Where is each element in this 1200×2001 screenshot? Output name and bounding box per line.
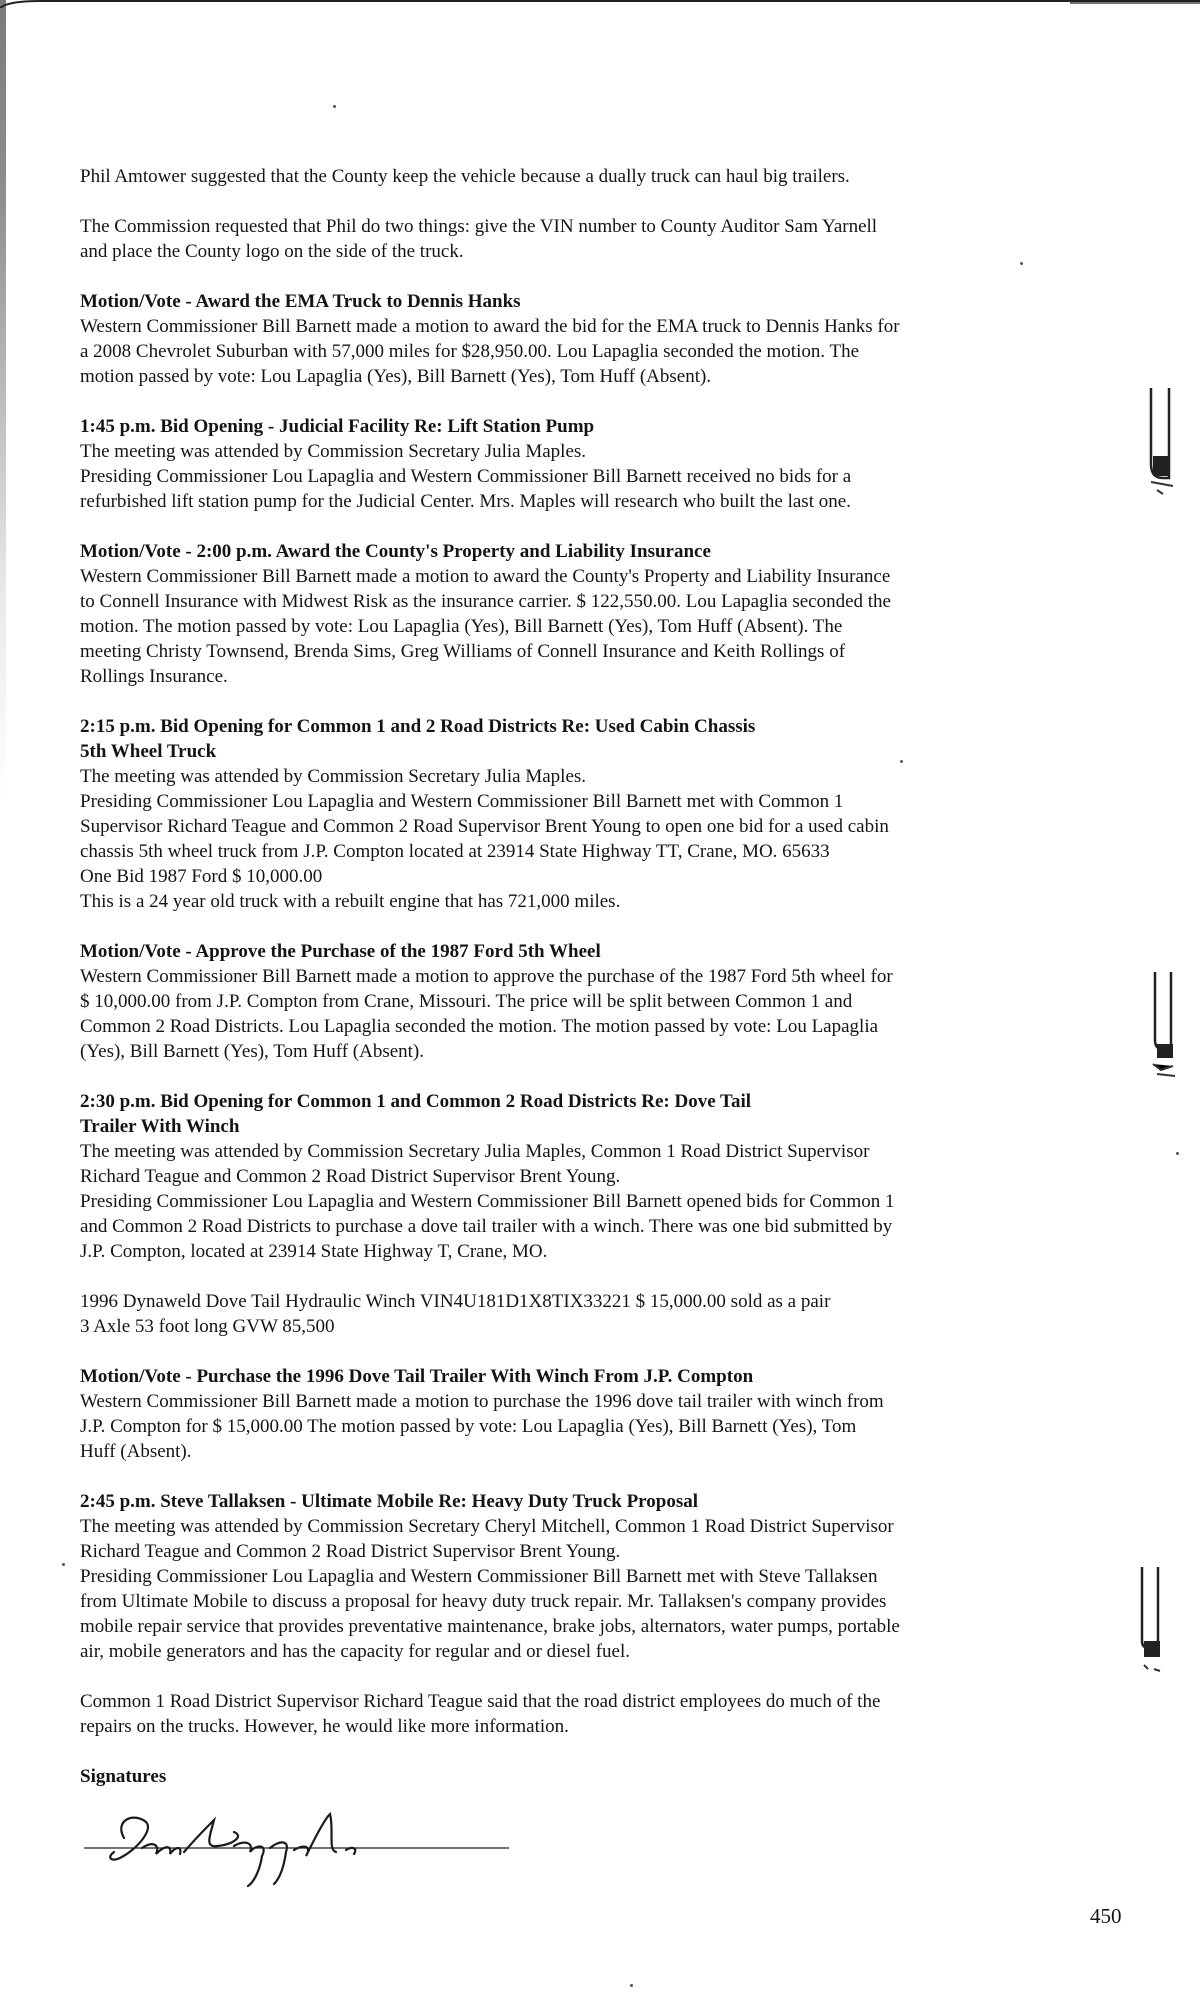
text-line: motion. The motion passed by vote: Lou Lapaglia (Yes), Bill Barnett (Yes), Tom Huff (Absent). The [80,616,843,637]
section-heading: 1:45 p.m. Bid Opening - Judicial Facility Re: Lift Station Pump [80,416,595,437]
section-heading: 2:30 p.m. Bid Opening for Common 1 and Common 2 Road Districts Re: Dove Tail [80,1091,752,1112]
text-line: meeting Christy Townsend, Brenda Sims, Greg Williams of Connell Insurance and Keith Rollings of [80,641,846,662]
scan-speck [630,1984,633,1987]
scan-speck [62,1563,65,1566]
section [80,1364,1030,1464]
page-number: 450 [1090,1904,1122,1928]
section-heading: Motion/Vote - Purchase the 1996 Dove Tail Trailer With Winch From J.P. Compton [80,1366,754,1387]
text-line: 3 Axle 53 foot long GVW 85,500 [80,1316,335,1337]
text-line: (Yes), Bill Barnett (Yes), Tom Huff (Absent). [80,1041,425,1062]
scan-edge-top [0,0,1200,8]
text-line: Supervisor Richard Teague and Common 2 Road Supervisor Brent Young to open one bid for a used cabin [80,816,889,837]
section [80,414,1030,514]
section [80,1089,1030,1264]
text-line: Richard Teague and Common 2 Road District Supervisor Brent Young. [80,1166,621,1187]
text-line: Western Commissioner Bill Barnett made a motion to purchase the 1996 dove tail trailer with winch from [80,1391,884,1412]
scan-speck [1020,262,1023,265]
paragraph [80,1689,1030,1739]
text-line: Western Commissioner Bill Barnett made a motion to approve the purchase of the 1987 Ford 5th wheel for [80,966,893,987]
document-body [80,164,1030,1789]
section-heading-continued: 5th Wheel Truck [80,741,217,762]
text-line: and Common 2 Road Districts to purchase a dove tail trailer with a winch. There was one bid submitted by [80,1216,893,1237]
text-line: This is a 24 year old truck with a rebuilt engine that has 721,000 miles. [80,891,621,912]
section-heading: Motion/Vote - Award the EMA Truck to Dennis Hanks [80,291,521,312]
text-line: air, mobile generators and has the capacity for regular and or diesel fuel. [80,1641,631,1662]
section-heading: 2:15 p.m. Bid Opening for Common 1 and 2 Road Districts Re: Used Cabin Chassis [80,716,756,737]
scan-speck [1176,1152,1179,1155]
text-line: motion passed by vote: Lou Lapaglia (Yes), Bill Barnett (Yes), Tom Huff (Absent). [80,366,712,387]
section-heading: Motion/Vote - Approve the Purchase of the 1987 Ford 5th Wheel [80,941,601,962]
section [80,539,1030,689]
paragraph [80,164,1030,189]
paragraph [80,1289,1030,1339]
section-heading: Motion/Vote - 2:00 p.m. Award the County's Property and Liability Insurance [80,541,711,562]
text-line: $ 10,000.00 from J.P. Compton from Crane, Missouri. The price will be split between Common 1 and [80,991,853,1012]
text-line: J.P. Compton, located at 23914 State Highway T, Crane, MO. [80,1241,548,1262]
text-line: Common 1 Road District Supervisor Richard Teague said that the road district employees do much of the [80,1691,881,1712]
scan-speck [333,105,336,108]
binder-tab-mark-2 [1147,970,1187,1080]
text-line: chassis 5th wheel truck from J.P. Compton located at 23914 State Highway TT, Crane, MO. 65633 [80,841,830,862]
paragraph [80,214,1030,264]
binder-tab-mark-3 [1134,1565,1174,1675]
signatures-label: Signatures [80,1766,167,1787]
text-line: Rollings Insurance. [80,666,228,687]
text-line: Common 2 Road Districts. Lou Lapaglia seconded the motion. The motion passed by vote: Lou Lapaglia [80,1016,879,1037]
text-line: 1996 Dynaweld Dove Tail Hydraulic Winch VIN4U181D1X8TIX33221 $ 15,000.00 sold as a pair [80,1291,831,1312]
section [80,939,1030,1064]
section [80,289,1030,389]
text-line: Presiding Commissioner Lou Lapaglia and Western Commissioner Bill Barnett met with Common 1 [80,791,844,812]
text-line: The meeting was attended by Commission Secretary Julia Maples, Common 1 Road District Supervisor [80,1141,870,1162]
text-line: refurbished lift station pump for the Judicial Center. Mrs. Maples will research who built the last one. [80,491,851,512]
scan-speck [900,760,903,763]
text-line: repairs on the trucks. However, he would like more information. [80,1716,569,1737]
text-line: Western Commissioner Bill Barnett made a motion to award the County's Property and Liability Insurance [80,566,891,587]
text-line: Richard Teague and Common 2 Road District Supervisor Brent Young. [80,1541,621,1562]
text-line: J.P. Compton for $ 15,000.00 The motion passed by vote: Lou Lapaglia (Yes), Bill Barnett (Yes), Tom [80,1416,857,1437]
text-line: Presiding Commissioner Lou Lapaglia and Western Commissioner Bill Barnett received no bids for a [80,466,852,487]
scan-edge-left [0,0,6,2001]
text-line: One Bid 1987 Ford $ 10,000.00 [80,866,323,887]
text-line: a 2008 Chevrolet Suburban with 57,000 miles for $28,950.00. Lou Lapaglia seconded the motion. The [80,341,860,362]
text-line: The meeting was attended by Commission Secretary Cheryl Mitchell, Common 1 Road District Supervisor [80,1516,894,1537]
text-line: Presiding Commissioner Lou Lapaglia and Western Commissioner Bill Barnett met with Steve Tallaksen [80,1566,878,1587]
text-line: Presiding Commissioner Lou Lapaglia and Western Commissioner Bill Barnett opened bids for Common 1 [80,1191,895,1212]
section [80,1489,1030,1664]
text-line: from Ultimate Mobile to discuss a proposal for heavy duty truck repair. Mr. Tallaksen's company provides [80,1591,887,1612]
text-line: and place the County logo on the side of the truck. [80,241,464,262]
text-line: The Commission requested that Phil do two things: give the VIN number to County Auditor Sam Yarnell [80,216,878,237]
section-heading: 2:45 p.m. Steve Tallaksen - Ultimate Mobile Re: Heavy Duty Truck Proposal [80,1491,699,1512]
text-line: mobile repair service that provides preventative maintenance, brake jobs, alternators, water pumps, portable [80,1616,900,1637]
text-line: to Connell Insurance with Midwest Risk as the insurance carrier. $ 122,550.00. Lou Lapaglia seconded the [80,591,891,612]
text-line: Phil Amtower suggested that the County keep the vehicle because a dually truck can haul big trailers. [80,166,850,187]
binder-tab-mark-1 [1143,386,1183,496]
text-line: The meeting was attended by Commission Secretary Julia Maples. [80,441,587,462]
text-line: The meeting was attended by Commission Secretary Julia Maples. [80,766,587,787]
section-heading-continued: Trailer With Winch [80,1116,240,1137]
text-line: Western Commissioner Bill Barnett made a motion to award the bid for the EMA truck to Dennis Hanks for [80,316,900,337]
text-line: Huff (Absent). [80,1441,192,1462]
signature-image [84,1800,514,1890]
section [80,714,1030,914]
